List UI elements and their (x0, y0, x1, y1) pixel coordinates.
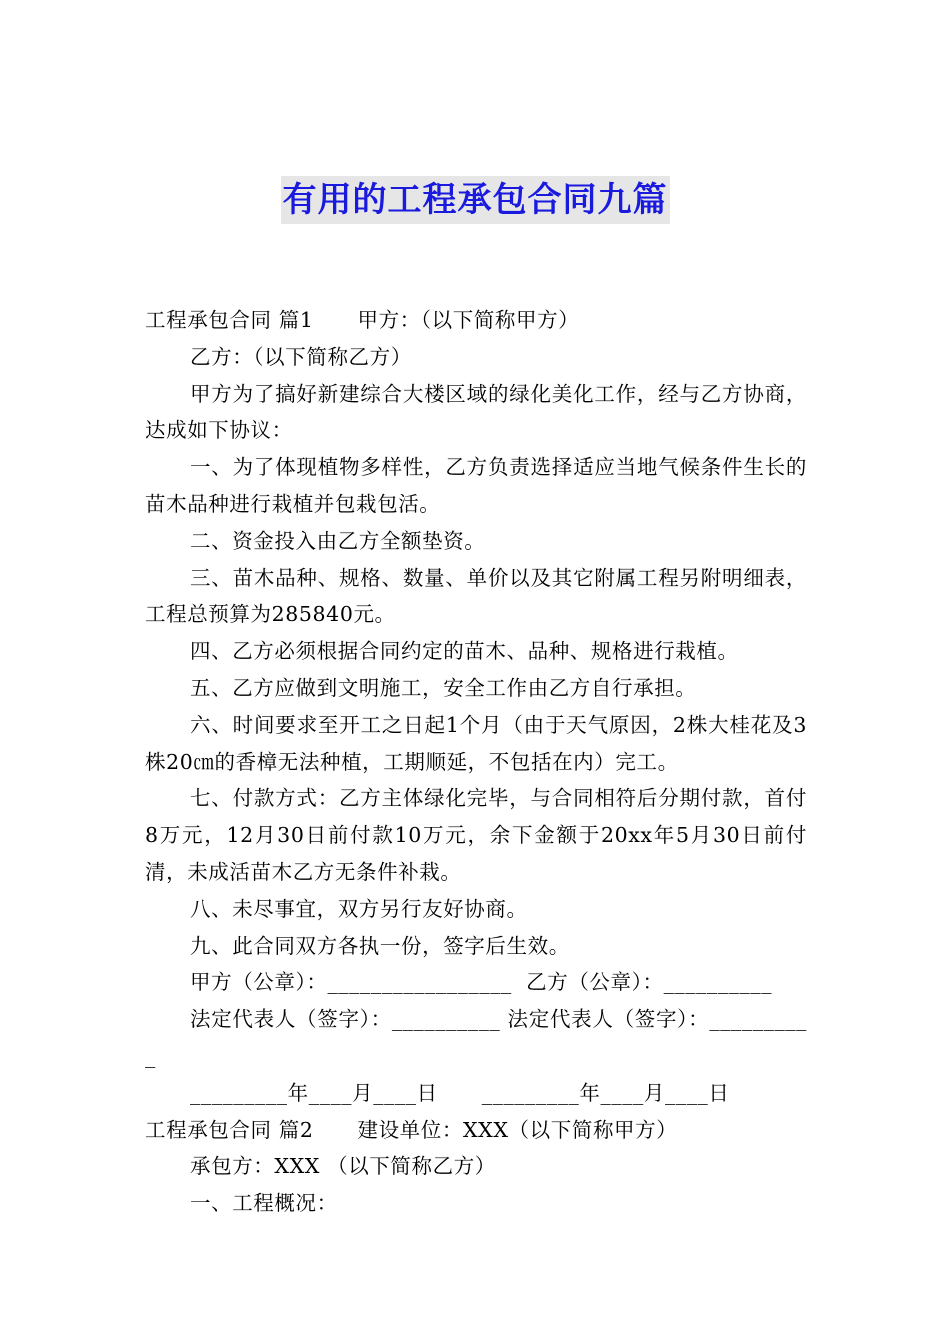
clause-6: 六、时间要求至开工之日起1个月（由于天气原因，2株大桂花及3株20㎝的香樟无法种植，工期顺延，不包括在内）完工。 (145, 712, 807, 774)
clause-2: 二、资金投入由乙方全额垫资。 (190, 528, 486, 553)
clause-5: 五、乙方应做到文明施工，安全工作由乙方自行承担。 (190, 675, 697, 700)
clause-4: 四、乙方必须根据合同约定的苗木、品种、规格进行栽植。 (190, 639, 739, 664)
contractor-line: 承包方：XXX （以下简称乙方） (190, 1154, 496, 1179)
clause-7: 七、付款方式：乙方主体绿化完毕，与合同相符后分期付款，首付8万元，12月30日前付款10万元，余下金额于20xx年5月30日前付清，未成活苗木乙方无条件补栽。 (145, 786, 807, 884)
signature-line: 法定代表人（签字）：__________ 法定代表人（签字）：__________ (145, 1007, 807, 1068)
construction-unit-line: 建设单位：XXX（以下简称甲方） (357, 1117, 678, 1142)
document-body (145, 302, 807, 1222)
party-b-line: 乙方：（以下简称乙方） (190, 344, 412, 369)
document-title-wrapper (0, 176, 950, 224)
document-title: 有用的工程承包合同九篇 (281, 176, 670, 224)
contract-2-heading: 工程承包合同 篇2 (145, 1117, 314, 1142)
seal-line: 甲方（公章）：_________________ 乙方（公章）：__________ (190, 970, 773, 995)
contract-2-header (145, 1112, 807, 1149)
party-a-line: 甲方：（以下简称甲方） (357, 308, 580, 332)
date-right: _________年____月____日 (481, 1080, 730, 1105)
preamble-paragraph: 甲方为了搞好新建综合大楼区域的绿化美化工作，经与乙方协商，达成如下协议： (145, 381, 807, 443)
section-1-heading: 一、工程概况： (190, 1191, 338, 1216)
clause-8: 八、未尽事宜，双方另行友好协商。 (190, 896, 528, 921)
clause-3: 三、苗木品种、规格、数量、单价以及其它附属工程另附明细表，工程总预算为285840元。 (145, 565, 807, 627)
date-line (145, 1075, 807, 1112)
clause-9: 九、此合同双方各执一份，签字后生效。 (190, 933, 570, 958)
clause-1: 一、为了体现植物多样性，乙方负责选择适应当地气候条件生长的苗木品种进行栽植并包栽包活。 (145, 455, 807, 516)
contract-1-header (145, 302, 807, 339)
date-left: _________年____月____日 (190, 1080, 438, 1105)
contract-1-heading: 工程承包合同 篇1 (145, 308, 314, 332)
